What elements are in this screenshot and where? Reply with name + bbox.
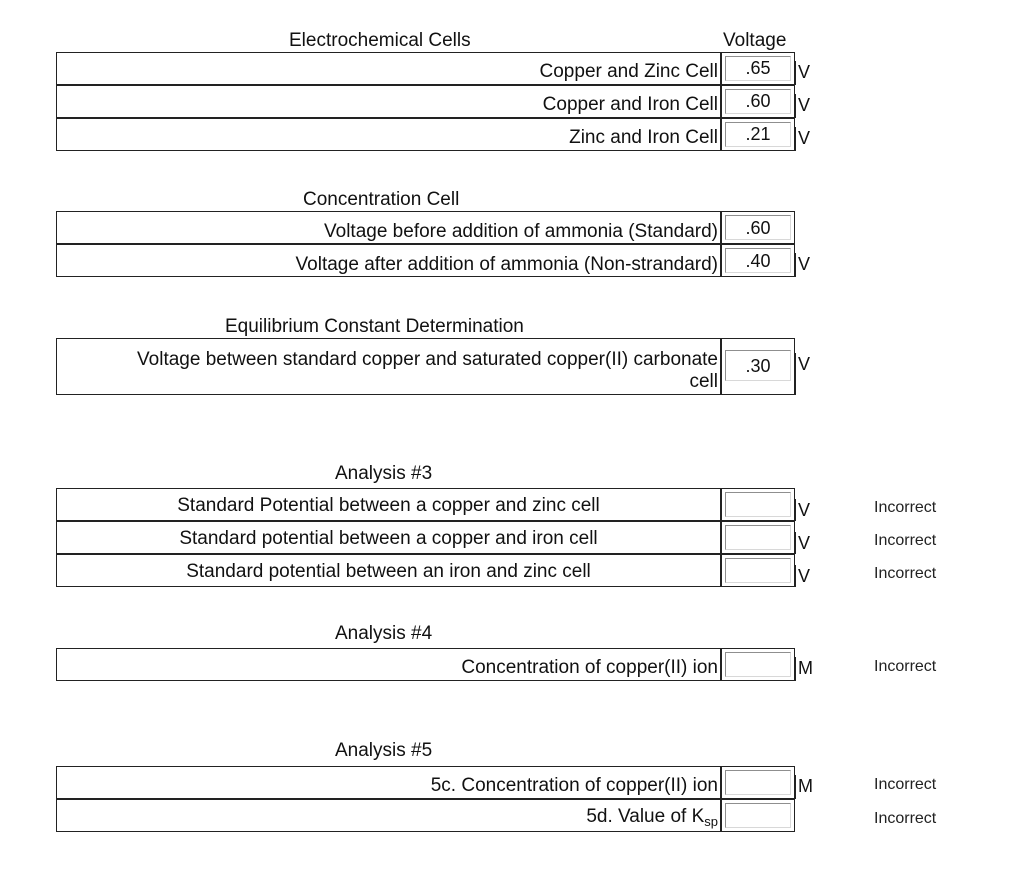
analysis3-iron-zinc-status: Incorrect [874,565,937,582]
analysis-5-heading: Analysis #5 [335,740,433,761]
voltage-before-ammonia-box [721,211,795,244]
electrochemical-cells-heading: Electrochemical Cells [289,30,471,51]
voltage-before-ammonia-label: Voltage before addition of ammonia (Standard) [56,211,721,244]
analysis5-copper-ion-box [721,766,795,799]
analysis3-copper-zinc-unit: V [795,499,813,521]
copper-iron-cell-voltage-box [721,85,795,118]
equilibrium-constant-heading: Equilibrium Constant Determination [225,316,524,337]
copper-iron-cell-label: Copper and Iron Cell [56,85,721,118]
voltage-column-header: Voltage [723,30,787,51]
copper-zinc-cell-unit: V [795,61,813,85]
copper-zinc-cell-label: Copper and Zinc Cell [56,52,721,85]
zinc-iron-cell-voltage-box [721,118,795,151]
equilibrium-voltage-input[interactable]: .30 [725,350,791,381]
analysis5-copper-ion-unit: M [795,775,813,799]
analysis3-iron-zinc-input[interactable] [725,558,791,583]
analysis5-ksp-status: Incorrect [874,810,937,827]
analysis5-ksp-box [721,799,795,832]
zinc-iron-cell-label: Zinc and Iron Cell [56,118,721,151]
voltage-after-ammonia-input[interactable]: .40 [725,248,791,273]
analysis3-iron-zinc-label: Standard potential between an iron and zinc cell [56,554,721,587]
analysis4-copper-ion-label: Concentration of copper(II) ion [56,648,721,681]
analysis3-iron-zinc-box [721,554,795,587]
analysis3-copper-iron-status: Incorrect [874,532,937,549]
analysis3-iron-zinc-unit: V [795,565,813,587]
copper-zinc-cell-voltage-input[interactable]: .65 [725,56,791,81]
analysis3-copper-iron-label: Standard potential between a copper and iron cell [56,521,721,554]
equilibrium-voltage-unit: V [795,353,813,395]
analysis5-copper-ion-input[interactable] [725,770,791,795]
voltage-before-ammonia-input[interactable]: .60 [725,215,791,240]
analysis3-copper-zinc-status: Incorrect [874,499,937,516]
analysis3-copper-zinc-box [721,488,795,521]
ksp-subscript: sp [704,814,718,829]
copper-iron-cell-unit: V [795,94,813,118]
zinc-iron-cell-voltage-input[interactable]: .21 [725,122,791,147]
voltage-after-ammonia-unit: V [795,253,813,277]
analysis-4-heading: Analysis #4 [335,623,433,644]
analysis5-copper-ion-status: Incorrect [874,776,937,793]
analysis3-copper-zinc-input[interactable] [725,492,791,517]
analysis-3-heading: Analysis #3 [335,463,433,484]
analysis3-copper-zinc-label: Standard Potential between a copper and zinc cell [56,488,721,521]
analysis4-copper-ion-input[interactable] [725,652,791,677]
copper-zinc-cell-voltage-box [721,52,795,85]
zinc-iron-cell-unit: V [795,127,813,151]
voltage-after-ammonia-box [721,244,795,277]
analysis4-copper-ion-unit: M [795,657,813,681]
copper-iron-cell-voltage-input[interactable]: .60 [725,89,791,114]
analysis3-copper-iron-box [721,521,795,554]
analysis5-copper-ion-label: 5c. Concentration of copper(II) ion [56,766,721,799]
analysis4-copper-ion-box [721,648,795,681]
voltage-after-ammonia-label: Voltage after addition of ammonia (Non-strandard) [56,244,721,277]
analysis4-copper-ion-status: Incorrect [874,658,937,675]
analysis3-copper-iron-input[interactable] [725,525,791,550]
concentration-cell-heading: Concentration Cell [303,189,460,210]
equilibrium-voltage-box [721,338,795,395]
analysis5-ksp-input[interactable] [725,803,791,828]
equilibrium-voltage-label: Voltage between standard copper and saturated copper(II) carbonate cell [56,338,721,395]
analysis5-ksp-label: 5d. Value of $K_{sp}$ [56,799,721,832]
analysis3-copper-iron-unit: V [795,532,813,554]
